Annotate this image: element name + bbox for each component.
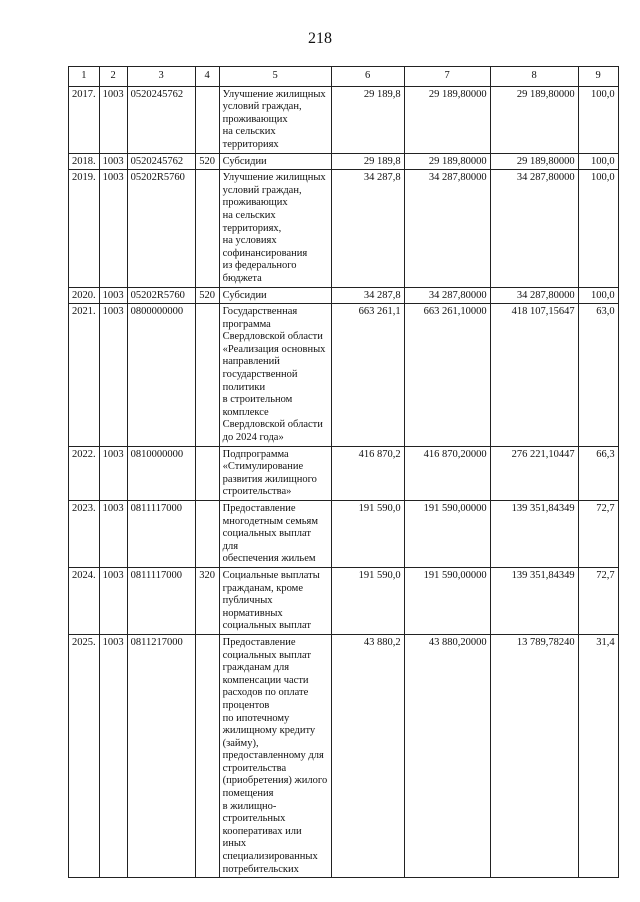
section-cell: 1003 (99, 86, 127, 153)
table-row (69, 446, 619, 500)
amount-col8-cell: 29 189,80000 (490, 86, 578, 153)
header-cell: 5 (219, 67, 331, 87)
amount-col8-cell: 34 287,80000 (490, 170, 578, 287)
amount-col8-cell: 418 107,15647 (490, 304, 578, 447)
amount-col7-cell: 191 590,00000 (404, 501, 490, 568)
table-row (69, 501, 619, 568)
expense-type-cell (195, 634, 219, 877)
description-cell: Субсидии (219, 153, 331, 170)
header-cell: 2 (99, 67, 127, 87)
section-cell: 1003 (99, 153, 127, 170)
section-cell: 1003 (99, 446, 127, 500)
percent-cell: 100,0 (578, 170, 618, 287)
amount-col6-cell: 663 261,1 (331, 304, 404, 447)
header-cell: 1 (69, 67, 100, 87)
row-number-cell: 2021. (69, 304, 100, 447)
target-code-cell: 0800000000 (127, 304, 195, 447)
table-row (69, 153, 619, 170)
row-number-cell: 2018. (69, 153, 100, 170)
percent-cell: 72,7 (578, 567, 618, 634)
amount-col7-cell: 43 880,20000 (404, 634, 490, 877)
section-cell: 1003 (99, 304, 127, 447)
amount-col6-cell: 416 870,2 (331, 446, 404, 500)
header-cell: 7 (404, 67, 490, 87)
row-number-cell: 2022. (69, 446, 100, 500)
expense-type-cell: 320 (195, 567, 219, 634)
amount-col7-cell: 34 287,80000 (404, 287, 490, 304)
row-number-cell: 2020. (69, 287, 100, 304)
percent-cell: 100,0 (578, 287, 618, 304)
budget-table (68, 66, 619, 878)
section-cell: 1003 (99, 501, 127, 568)
section-cell: 1003 (99, 287, 127, 304)
amount-col7-cell: 191 590,00000 (404, 567, 490, 634)
table-row (69, 567, 619, 634)
amount-col7-cell: 29 189,80000 (404, 153, 490, 170)
row-number-cell: 2017. (69, 86, 100, 153)
percent-cell: 72,7 (578, 501, 618, 568)
target-code-cell: 0520245762 (127, 153, 195, 170)
amount-col8-cell: 276 221,10447 (490, 446, 578, 500)
table-row (69, 634, 619, 877)
description-cell: Улучшение жилищных условий граждан, проживающих на сельских территориях (219, 86, 331, 153)
row-number-cell: 2019. (69, 170, 100, 287)
section-cell: 1003 (99, 170, 127, 287)
target-code-cell: 0811117000 (127, 567, 195, 634)
description-cell: Подпрограмма «Стимулирование развития жилищного строительства» (219, 446, 331, 500)
amount-col8-cell: 139 351,84349 (490, 501, 578, 568)
expense-type-cell (195, 446, 219, 500)
amount-col8-cell: 139 351,84349 (490, 567, 578, 634)
header-row (69, 67, 619, 87)
description-cell: Предоставление многодетным семьям социальных выплат для обеспечения жильем (219, 501, 331, 568)
expense-type-cell (195, 501, 219, 568)
amount-col7-cell: 416 870,20000 (404, 446, 490, 500)
page-number: 218 (308, 30, 332, 47)
amount-col6-cell: 29 189,8 (331, 86, 404, 153)
header-cell: 8 (490, 67, 578, 87)
target-code-cell: 0810000000 (127, 446, 195, 500)
table-row (69, 170, 619, 287)
amount-col7-cell: 29 189,80000 (404, 86, 490, 153)
description-cell: Субсидии (219, 287, 331, 304)
expense-type-cell: 520 (195, 153, 219, 170)
expense-type-cell (195, 304, 219, 447)
amount-col6-cell: 43 880,2 (331, 634, 404, 877)
percent-cell: 100,0 (578, 153, 618, 170)
description-cell: Улучшение жилищных условий граждан, проживающих на сельских территориях, на условиях софинансирования из федерального бюджета (219, 170, 331, 287)
row-number-cell: 2023. (69, 501, 100, 568)
header-cell: 3 (127, 67, 195, 87)
target-code-cell: 0811117000 (127, 501, 195, 568)
amount-col6-cell: 191 590,0 (331, 567, 404, 634)
target-code-cell: 05202R5760 (127, 287, 195, 304)
percent-cell: 66,3 (578, 446, 618, 500)
target-code-cell: 0520245762 (127, 86, 195, 153)
amount-col8-cell: 34 287,80000 (490, 287, 578, 304)
header-cell: 4 (195, 67, 219, 87)
table-row (69, 86, 619, 153)
amount-col7-cell: 663 261,10000 (404, 304, 490, 447)
target-code-cell: 0811217000 (127, 634, 195, 877)
amount-col6-cell: 34 287,8 (331, 170, 404, 287)
section-cell: 1003 (99, 634, 127, 877)
amount-col6-cell: 29 189,8 (331, 153, 404, 170)
header-cell: 6 (331, 67, 404, 87)
expense-type-cell (195, 170, 219, 287)
header-cell: 9 (578, 67, 618, 87)
percent-cell: 100,0 (578, 86, 618, 153)
section-cell: 1003 (99, 567, 127, 634)
amount-col6-cell: 191 590,0 (331, 501, 404, 568)
target-code-cell: 05202R5760 (127, 170, 195, 287)
percent-cell: 31,4 (578, 634, 618, 877)
amount-col7-cell: 34 287,80000 (404, 170, 490, 287)
description-cell: Предоставление социальных выплат гражданам для компенсации части расходов по оплате процентов по ипотечному жилищному кредиту (займу), предоставленному для строительства (приобретения) жилого помещения в жилищно- строительных кооперативах или иных специализированных потребительских (219, 634, 331, 877)
row-number-cell: 2025. (69, 634, 100, 877)
amount-col8-cell: 13 789,78240 (490, 634, 578, 877)
amount-col6-cell: 34 287,8 (331, 287, 404, 304)
table-row (69, 304, 619, 447)
percent-cell: 63,0 (578, 304, 618, 447)
expense-type-cell (195, 86, 219, 153)
amount-col8-cell: 29 189,80000 (490, 153, 578, 170)
description-cell: Государственная программа Свердловской области «Реализация основных направлений государственной политики в строительном комплексе Свердловской области до 2024 года» (219, 304, 331, 447)
description-cell: Социальные выплаты гражданам, кроме публичных нормативных социальных выплат (219, 567, 331, 634)
expense-type-cell: 520 (195, 287, 219, 304)
table-row (69, 287, 619, 304)
row-number-cell: 2024. (69, 567, 100, 634)
